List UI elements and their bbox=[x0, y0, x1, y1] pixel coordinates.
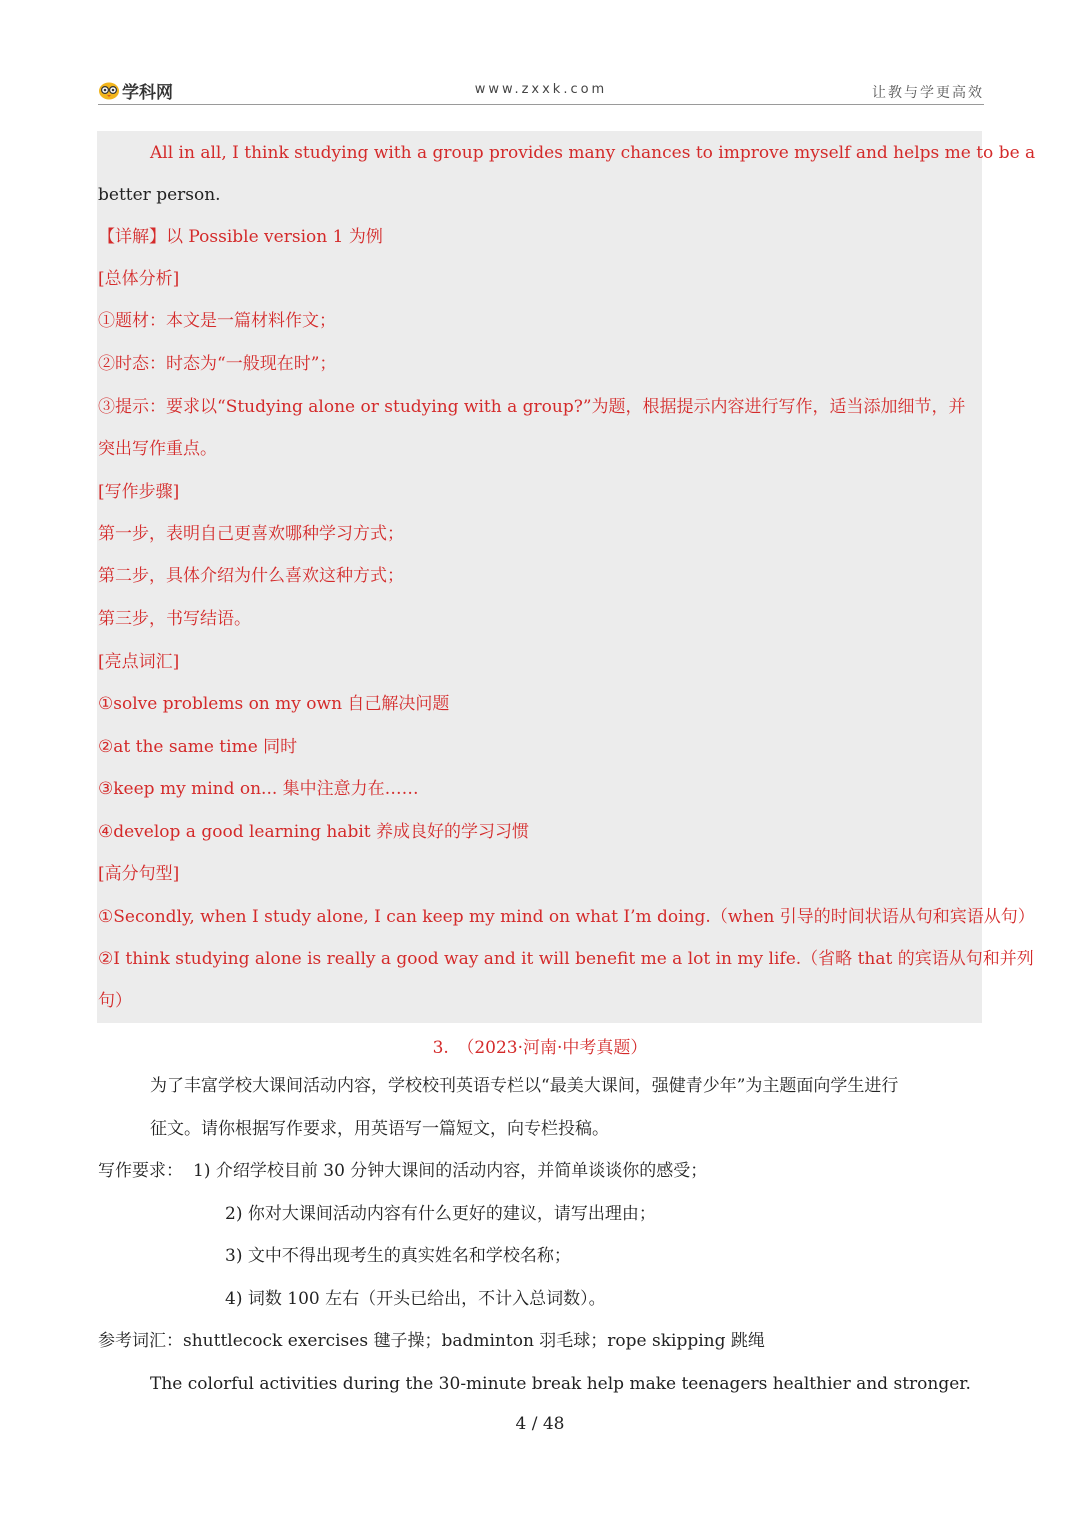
sentence-pattern: 句） bbox=[98, 991, 132, 1011]
requirements-label: 写作要求： bbox=[98, 1161, 183, 1181]
vocab-item: ①solve problems on my own 自己解决问题 bbox=[98, 694, 450, 714]
question-prompt: 为了丰富学校大课间活动内容，学校校刊英语专栏以“最美大课间，强健青少年”为主题面向学生进行 bbox=[150, 1076, 899, 1096]
essay-opening: The colorful activities during the 30-minute break help make teenagers healthier and stronger. bbox=[150, 1374, 971, 1394]
analysis-item: 突出写作重点。 bbox=[98, 439, 217, 459]
writing-step: 第三步，书写结语。 bbox=[98, 609, 251, 629]
requirement-item: 2) 你对大课间活动内容有什么更好的建议，请写出理由； bbox=[225, 1204, 656, 1224]
section-label: [亮点词汇] bbox=[98, 652, 180, 672]
sentence-pattern: ②I think studying alone is really a good way and it will benefit me a lot in my life.（省略 that 的宾语从句和并列 bbox=[98, 949, 1034, 969]
analysis-item: ③提示：要求以“Studying alone or studying with a group?”为题，根据提示内容进行写作，适当添加细节，并 bbox=[98, 397, 966, 417]
sentence-pattern: ①Secondly, when I study alone, I can keep my mind on what I’m doing.（when 引导的时间状语从句和宾语从句） bbox=[98, 907, 1035, 927]
requirement-item: 4) 词数 100 左右（开头已给出，不计入总词数）。 bbox=[225, 1289, 606, 1309]
logo-text: 学科网 bbox=[122, 82, 173, 103]
requirement-item: 1) 介绍学校目前 30 分钟大课间的活动内容，并简单谈谈你的感受； bbox=[193, 1161, 708, 1181]
analysis-item: ①题材：本文是一篇材料作文； bbox=[98, 311, 336, 331]
header-slogan: 让教与学更高效 bbox=[872, 85, 984, 101]
answer-line: All in all, I think studying with a group provides many chances to improve myself and helps me to be a bbox=[150, 143, 1036, 163]
writing-step: 第一步，表明自己更喜欢哪种学习方式； bbox=[98, 524, 404, 544]
requirement-item: 3) 文中不得出现考生的真实姓名和学校名称； bbox=[225, 1246, 571, 1266]
section-label: [总体分析] bbox=[98, 269, 180, 289]
section-label: [写作步骤] bbox=[98, 482, 180, 502]
writing-step: 第二步，具体介绍为什么喜欢这种方式； bbox=[98, 566, 404, 586]
question-prompt: 征文。请你根据写作要求，用英语写一篇短文，向专栏投稿。 bbox=[150, 1119, 609, 1139]
vocab-item: ③keep my mind on... 集中注意力在…… bbox=[98, 779, 419, 799]
analysis-item: ②时态：时态为“一般现在时”； bbox=[98, 354, 337, 374]
section-label: [高分句型] bbox=[98, 864, 180, 884]
question-title: 3. （2023·河南·中考真题） bbox=[432, 1038, 648, 1058]
vocab-item: ②at the same time 同时 bbox=[98, 737, 298, 757]
reference-vocabulary: 参考词汇：shuttlecock exercises 毽子操；badminton 羽毛球；rope skipping 跳绳 bbox=[98, 1331, 765, 1351]
answer-line: better person. bbox=[98, 185, 221, 205]
page-number: 4 / 48 bbox=[515, 1414, 565, 1434]
analysis-heading: 【详解】以 Possible version 1 为例 bbox=[98, 227, 383, 247]
vocab-item: ④develop a good learning habit 养成良好的学习习惯 bbox=[98, 822, 530, 842]
header-url: www.zxxk.com bbox=[474, 82, 608, 97]
page-header bbox=[98, 76, 984, 105]
